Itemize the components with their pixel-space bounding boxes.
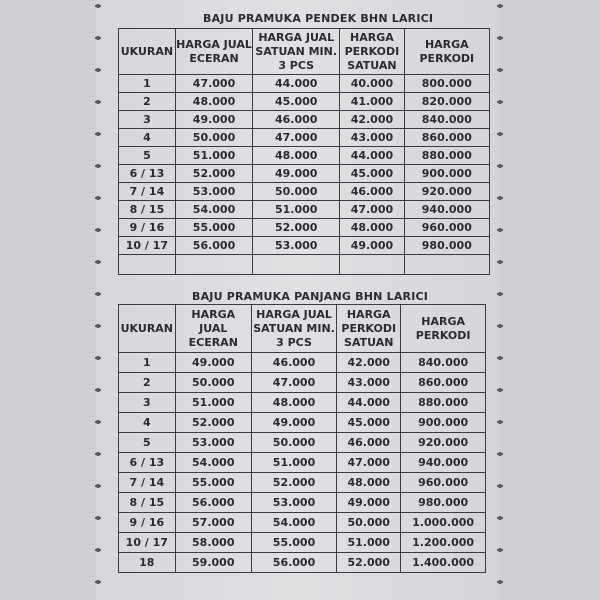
table-row [119,165,490,183]
table-cell: 50.000 [337,513,401,533]
table-cell: 9 / 16 [119,513,176,533]
table-cell: 48.000 [175,93,252,111]
table-cell: 920.000 [404,183,489,201]
table-cell: 2 [119,373,176,393]
table-cell [340,255,404,275]
table-cell: 8 / 15 [119,493,176,513]
table-cell: 48.000 [251,393,336,413]
table-row [119,453,486,473]
table-cell: 55.000 [251,533,336,553]
table-row [119,393,486,413]
table-cell: 52.000 [253,219,340,237]
table1-title: BAJU PRAMUKA PENDEK BHN LARICI [203,12,434,25]
table-cell: 51.000 [253,201,340,219]
table-cell: 49.000 [175,111,252,129]
table-cell: 52.000 [175,165,252,183]
table-cell: 49.000 [175,353,251,373]
table-cell: 960.000 [401,473,486,493]
table-cell: 44.000 [253,75,340,93]
header-cell: HARGA JUAL SATUAN MIN. 3 PCS [251,305,336,353]
table-cell: 840.000 [404,111,489,129]
perforated-right-edge [494,0,506,600]
table-cell: 53.000 [253,237,340,255]
table-cell: 820.000 [404,93,489,111]
table-row [119,201,490,219]
table-cell: 54.000 [175,201,252,219]
table-cell: 53.000 [175,183,252,201]
table-cell: 8 / 15 [119,201,176,219]
table-cell: 940.000 [404,201,489,219]
table-cell: 49.000 [337,493,401,513]
table-cell: 47.000 [251,373,336,393]
table-cell: 56.000 [251,553,336,573]
table-cell: 52.000 [175,413,251,433]
table-cell: 940.000 [401,453,486,473]
table2-title: BAJU PRAMUKA PANJANG BHN LARICI [192,290,429,303]
table-cell: 51.000 [337,533,401,553]
table-cell: 49.000 [253,165,340,183]
table-cell: 2 [119,93,176,111]
table-cell: 42.000 [337,353,401,373]
table-row [119,129,490,147]
table-cell: 920.000 [401,433,486,453]
table-cell: 43.000 [337,373,401,393]
table-cell: 51.000 [251,453,336,473]
table-cell: 980.000 [404,237,489,255]
header-cell: HARGA JUAL ECERAN [175,305,251,353]
table-cell: 58.000 [175,533,251,553]
table-cell: 4 [119,413,176,433]
header-cell: HARGA PERKODI SATUAN [337,305,401,353]
table-cell: 45.000 [253,93,340,111]
header-cell: UKURAN [119,29,176,75]
table-row [119,513,486,533]
table-cell: 52.000 [337,553,401,573]
table-cell: 50.000 [175,373,251,393]
table-cell: 860.000 [404,129,489,147]
table-cell: 4 [119,129,176,147]
table-cell: 45.000 [337,413,401,433]
table-cell: 880.000 [401,393,486,413]
table-cell: 10 / 17 [119,533,176,553]
price-table-long [118,304,486,573]
table-cell: 3 [119,393,176,413]
table-cell: 1 [119,75,176,93]
table-cell: 44.000 [337,393,401,413]
table-cell: 48.000 [253,147,340,165]
table-cell: 59.000 [175,553,251,573]
table-cell: 56.000 [175,237,252,255]
table-row [119,237,490,255]
table-cell: 960.000 [404,219,489,237]
table-cell: 900.000 [401,413,486,433]
table-cell: 50.000 [253,183,340,201]
table-cell: 48.000 [337,473,401,493]
table-cell: 42.000 [340,111,404,129]
table-cell: 900.000 [404,165,489,183]
table-row [119,111,490,129]
table-cell: 860.000 [401,373,486,393]
table-row [119,493,486,513]
table-cell: 5 [119,147,176,165]
table2-body [119,353,486,573]
table-cell: 51.000 [175,393,251,413]
table-cell: 49.000 [340,237,404,255]
table-cell: 50.000 [251,433,336,453]
table-cell: 50.000 [175,129,252,147]
table-cell: 1.000.000 [401,513,486,533]
table-cell: 46.000 [253,111,340,129]
table-row [119,219,490,237]
table-cell: 1 [119,353,176,373]
table-row [119,473,486,493]
table-cell: 54.000 [175,453,251,473]
table-cell: 5 [119,433,176,453]
table-cell: 44.000 [340,147,404,165]
header-cell: HARGA PERKODI SATUAN [340,29,404,75]
table-row [119,183,490,201]
header-cell: HARGA JUAL SATUAN MIN. 3 PCS [253,29,340,75]
table-cell [175,255,252,275]
table-cell: 7 / 14 [119,183,176,201]
header-cell: HARGA PERKODI [404,29,489,75]
table-cell: 880.000 [404,147,489,165]
header-cell: HARGA JUAL ECERAN [175,29,252,75]
table-row [119,373,486,393]
table-row [119,553,486,573]
table-cell: 6 / 13 [119,165,176,183]
table-cell: 53.000 [175,433,251,453]
table-cell: 53.000 [251,493,336,513]
table-cell: 47.000 [340,201,404,219]
table-cell [119,255,176,275]
header-cell: HARGA PERKODI [401,305,486,353]
table-cell: 51.000 [175,147,252,165]
table-row [119,75,490,93]
table-row [119,353,486,373]
table-cell: 6 / 13 [119,453,176,473]
table-cell: 9 / 16 [119,219,176,237]
table-cell: 980.000 [401,493,486,513]
table-cell: 45.000 [340,165,404,183]
table-cell: 800.000 [404,75,489,93]
table-cell: 48.000 [340,219,404,237]
table-cell: 47.000 [337,453,401,473]
table-cell: 10 / 17 [119,237,176,255]
table-row [119,93,490,111]
perforated-left-edge [92,0,104,600]
table-cell: 840.000 [401,353,486,373]
table-cell: 49.000 [251,413,336,433]
table-cell: 56.000 [175,493,251,513]
table-row [119,413,486,433]
table-cell: 47.000 [175,75,252,93]
empty-row [119,255,490,275]
table-cell: 18 [119,553,176,573]
price-table-short [118,28,490,275]
table-cell: 1.200.000 [401,533,486,553]
table-cell: 47.000 [253,129,340,147]
table-cell: 43.000 [340,129,404,147]
table-cell: 41.000 [340,93,404,111]
table-cell: 40.000 [340,75,404,93]
table-cell: 46.000 [340,183,404,201]
table-cell [253,255,340,275]
table-cell: 52.000 [251,473,336,493]
table-row [119,433,486,453]
table-cell: 1.400.000 [401,553,486,573]
table-cell: 57.000 [175,513,251,533]
table-cell: 55.000 [175,473,251,493]
table-row [119,533,486,553]
table-cell: 55.000 [175,219,252,237]
table-cell: 46.000 [251,353,336,373]
table-cell: 3 [119,111,176,129]
table-row [119,147,490,165]
table-cell: 46.000 [337,433,401,453]
header-cell: UKURAN [119,305,176,353]
table-cell [404,255,489,275]
table-cell: 7 / 14 [119,473,176,493]
table-cell: 54.000 [251,513,336,533]
table1-body [119,75,490,275]
